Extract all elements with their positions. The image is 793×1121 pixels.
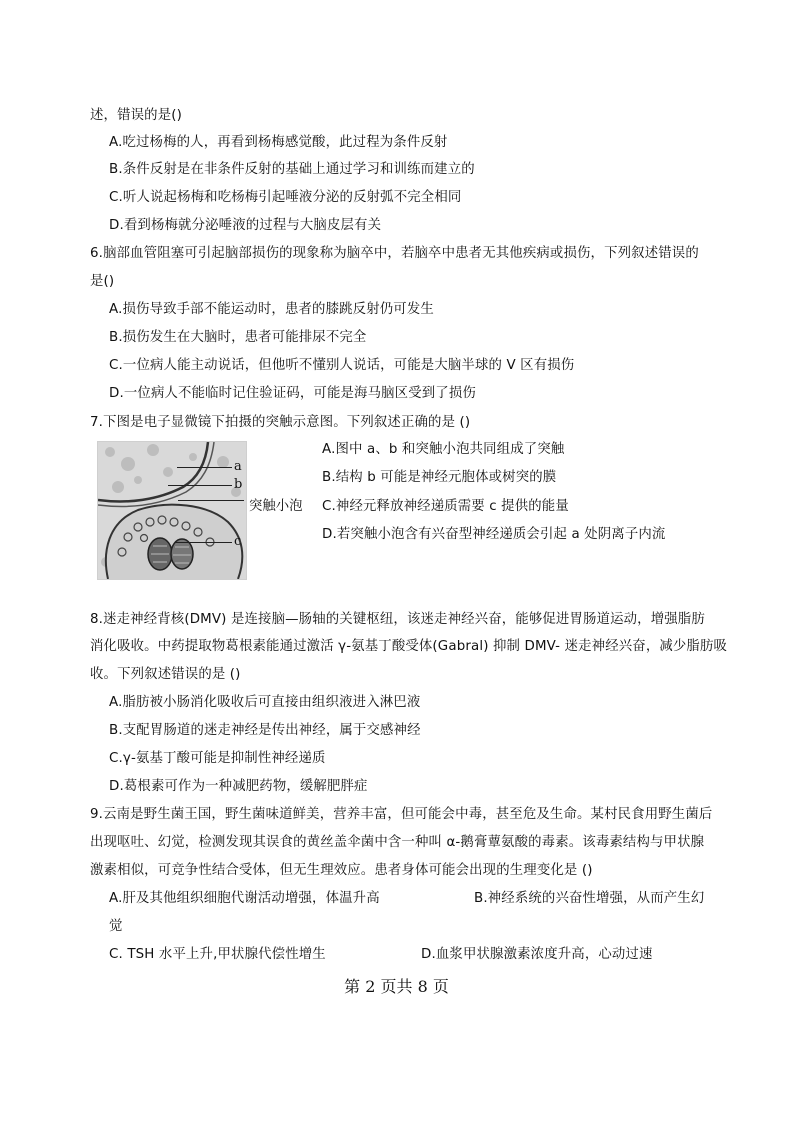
q7-option-b: B.结构 b 可能是神经元胞体或树突的膜 bbox=[322, 470, 557, 485]
q9-option-b: B.神经系统的兴奋性增强，从而产生幻 bbox=[474, 891, 705, 906]
q8-option-c: C.γ-氨基丁酸可能是抑制性神经递质 bbox=[109, 751, 326, 766]
q9-stem-line3: 激素相似，可竞争性结合受体，但无生理效应。患者身体可能会出现的生理变化是 () bbox=[90, 863, 593, 878]
q9-option-c: C. TSH 水平上升,甲状腺代偿性增生 bbox=[109, 947, 326, 962]
q6-option-a: A.损伤导致手部不能运动时，患者的膝跳反射仍可发生 bbox=[109, 302, 434, 317]
vesicle-leader bbox=[178, 500, 244, 501]
q8-option-d: D.葛根素可作为一种减肥药物，缓解肥胖症 bbox=[109, 779, 368, 794]
label-a: a bbox=[234, 459, 242, 474]
label-a-leader bbox=[177, 467, 232, 468]
q9-stem-line2: 出现呕吐、幻觉，检测发现其误食的黄丝盖伞菌中含一种叫 α-鹅膏蕈氨酸的毒素。该毒素结构与甲状腺 bbox=[90, 835, 705, 850]
q5-option-d: D.看到杨梅就分泌唾液的过程与大脑皮层有关 bbox=[109, 218, 382, 233]
page-footer: 第 2 页共 8 页 bbox=[344, 977, 449, 996]
synapse-micrograph bbox=[97, 441, 247, 580]
q8-stem-line1: 8.迷走神经背核(DMV) 是连接脑—肠轴的关键枢纽，该迷走神经兴奋，能够促进胃肠道运动，增强脂肪 bbox=[90, 612, 705, 627]
question-5-stem-tail: 述，错误的是() bbox=[90, 108, 182, 123]
q6-stem-line1: 6.脑部血管阻塞可引起脑部损伤的现象称为脑卒中，若脑卒中患者无其他疾病或损伤，下列叙述错误的 bbox=[90, 246, 699, 261]
q9-stem-line1: 9.云南是野生菌王国，野生菌味道鲜美，营养丰富，但可能会中毒，甚至危及生命。某村民食用野生菌后 bbox=[90, 807, 713, 822]
q5-option-c: C.听人说起杨梅和吃杨梅引起唾液分泌的反射弧不完全相同 bbox=[109, 190, 462, 205]
label-b: b bbox=[234, 477, 243, 492]
q8-stem-line3: 收。下列叙述错误的是 () bbox=[90, 667, 241, 682]
q9-option-a: A.肝及其他组织细胞代谢活动增强，体温升高 bbox=[109, 891, 380, 906]
q7-option-c: C.神经元释放神经递质需要 c 提供的能量 bbox=[322, 499, 569, 514]
label-c: c bbox=[234, 534, 242, 549]
q7-stem: 7.下图是电子显微镜下拍摄的突触示意图。下列叙述正确的是 () bbox=[90, 415, 471, 430]
q5-option-a: A.吃过杨梅的人，再看到杨梅感觉酸，此过程为条件反射 bbox=[109, 135, 448, 150]
label-b-leader bbox=[168, 485, 232, 486]
q7-option-a: A.图中 a、b 和突触小泡共同组成了突触 bbox=[322, 442, 565, 457]
q6-option-c: C.一位病人能主动说话，但他听不懂别人说话，可能是大脑半球的 V 区有损伤 bbox=[109, 358, 575, 373]
q5-option-b: B.条件反射是在非条件反射的基础上通过学习和训练而建立的 bbox=[109, 162, 475, 177]
q8-stem-line2: 消化吸收。中药提取物葛根素能通过激活 γ-氨基丁酸受体(Gabral) 抑制 DMV- 迷走神经兴奋，减少脂肪吸 bbox=[90, 639, 728, 654]
q7-option-d: D.若突触小泡含有兴奋型神经递质会引起 a 处阴离子内流 bbox=[322, 527, 666, 542]
q8-option-a: A.脂肪被小肠消化吸收后可直接由组织液进入淋巴液 bbox=[109, 695, 421, 710]
q8-option-b: B.支配胃肠道的迷走神经是传出神经，属于交感神经 bbox=[109, 723, 421, 738]
q9-option-b-continued: 觉 bbox=[109, 919, 123, 934]
vesicle-label: 突触小泡 bbox=[249, 499, 303, 514]
q6-stem-line2: 是() bbox=[90, 274, 115, 289]
q9-option-d: D.血浆甲状腺激素浓度升高，心动过速 bbox=[421, 947, 653, 962]
q6-option-d: D.一位病人不能临时记住验证码，可能是海马脑区受到了损伤 bbox=[109, 386, 476, 401]
synapse-micrograph-drawing bbox=[98, 442, 246, 579]
q6-option-b: B.损伤发生在大脑时，患者可能排尿不完全 bbox=[109, 330, 367, 345]
label-c-leader bbox=[175, 542, 232, 543]
